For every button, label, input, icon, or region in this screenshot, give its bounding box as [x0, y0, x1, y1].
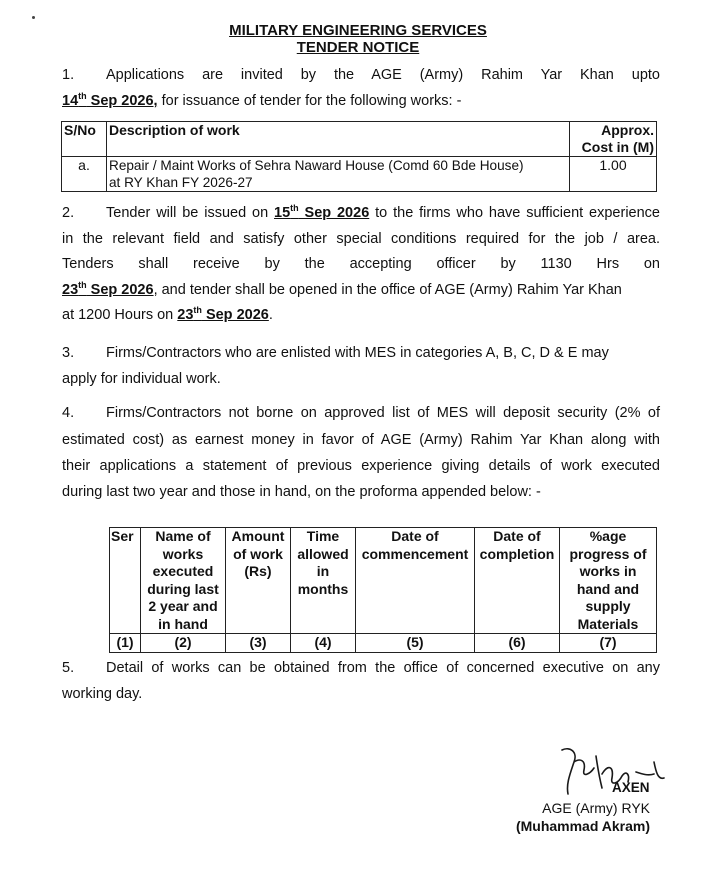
para4-line1: Firms/Contractors not borne on approved list of MES will deposit security (2% of [106, 405, 660, 421]
receipt-date: 23th Sep 2026 [62, 280, 154, 298]
works-table-header [62, 122, 657, 157]
notice-title: TENDER NOTICE [296, 39, 420, 56]
para2-line1: Tender will be issued on 15th Sep 2026 to the firms who have sufficient experience [106, 203, 660, 221]
para2-line2: in the relevant field and satisfy other special conditions required for the job / area. [62, 231, 660, 247]
row-cost: 1.00 [570, 157, 657, 192]
para5-number: 5. [62, 660, 75, 676]
col-commencement: Date of commencement [356, 528, 475, 634]
col-num: (7) [560, 634, 657, 653]
proforma-number-row [110, 634, 657, 653]
para1-line2: 14th Sep 2026, for issuance of tender for the following works: - [62, 91, 462, 109]
para4-number: 4. [62, 405, 75, 421]
issue-date: 15th Sep 2026 [274, 203, 370, 221]
para2-line3: Tenders shall receive by the accepting officer by 1130 Hrs on [62, 256, 660, 272]
signatory-name: (Muhammad Akram) [515, 818, 650, 834]
col-works-name: Name of works executed during last 2 year and in hand [141, 528, 226, 634]
col-sno: S/No [62, 122, 107, 157]
org-title: MILITARY ENGINEERING SERVICES [229, 22, 487, 39]
col-num: (1) [110, 634, 141, 653]
col-ser: Ser [110, 528, 141, 634]
para1-line1: Applications are invited by the AGE (Army) Rahim Yar Khan upto [106, 67, 660, 83]
proforma-table [109, 527, 657, 653]
para4-line2: estimated cost) as earnest money in favor of AGE (Army) Rahim Yar Khan along with [62, 432, 660, 448]
para4-line4: during last two year and those in hand, on the proforma appended below: - [62, 484, 541, 500]
col-num: (3) [226, 634, 291, 653]
col-cost: Approx. Cost in (M) [570, 122, 657, 157]
col-description: Description of work [107, 122, 570, 157]
table-row [62, 157, 657, 192]
col-num: (4) [291, 634, 356, 653]
col-amount: Amount of work (Rs) [226, 528, 291, 634]
para2-line4: 23th Sep 2026, and tender shall be opened in the office of AGE (Army) Rahim Yar Khan [62, 280, 622, 298]
proforma-header-row [110, 528, 657, 634]
col-progress: %age progress of works in hand and supply Materials [560, 528, 657, 634]
para5-line2: working day. [62, 686, 143, 702]
para3-number: 3. [62, 345, 75, 361]
para3-line1: Firms/Contractors who are enlisted with MES in categories A, B, C, D & E may [106, 345, 609, 361]
col-time: Time allowed in months [291, 528, 356, 634]
scan-speck [32, 16, 35, 19]
row-description: Repair / Maint Works of Sehra Naward House (Comd 60 Bde House) at RY Khan FY 2026-27 [107, 157, 570, 192]
para1-number: 1. [62, 67, 75, 83]
para4-line3: their applications a statement of previous experience giving details of work executed [62, 458, 660, 474]
para3-line2: apply for individual work. [62, 371, 221, 387]
para2-number: 2. [62, 205, 75, 221]
stamp-abbrev: AXEN [612, 780, 650, 795]
col-completion: Date of completion [475, 528, 560, 634]
col-num: (5) [356, 634, 475, 653]
opening-date: 23th Sep 2026 [177, 305, 269, 323]
closing-date: 14th Sep 2026, [62, 91, 158, 109]
works-table [61, 121, 657, 192]
signatory-designation: AGE (Army) RYK [542, 800, 650, 816]
para5-line1: Detail of works can be obtained from the office of concerned executive on any [106, 660, 660, 676]
col-num: (6) [475, 634, 560, 653]
row-sno: a. [62, 157, 107, 192]
para2-line5: at 1200 Hours on 23th Sep 2026. [62, 305, 273, 323]
col-num: (2) [141, 634, 226, 653]
